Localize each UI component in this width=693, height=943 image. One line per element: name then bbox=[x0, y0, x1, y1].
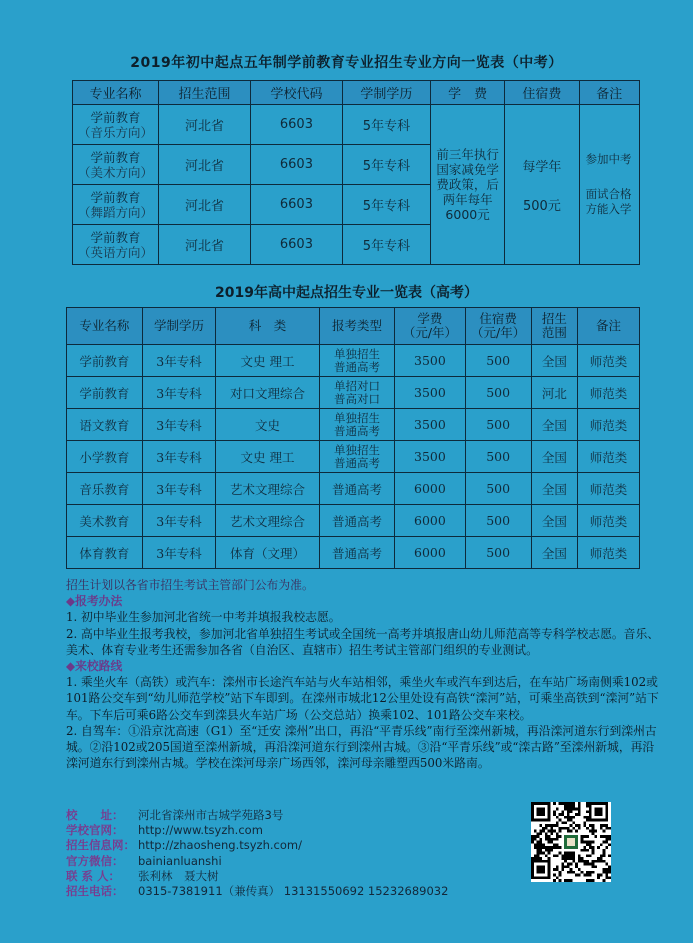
contact-row bbox=[66, 854, 448, 869]
contact-row bbox=[66, 838, 448, 853]
system-cell: 5年专科 bbox=[343, 225, 431, 265]
type-cell: 单招对口 普高对口 bbox=[319, 377, 395, 409]
table2-title: 2019年高中起点招生专业一览表（高考） bbox=[215, 285, 478, 301]
table1-header: 学 费 bbox=[430, 81, 504, 105]
table1-header-row bbox=[73, 81, 640, 105]
scope-cell: 全国 bbox=[531, 409, 577, 441]
major-cell: 音乐教育 bbox=[67, 473, 143, 505]
admission-notes bbox=[66, 577, 666, 771]
lodging-cell: 500 bbox=[465, 441, 531, 473]
scope-cell: 河北省 bbox=[159, 225, 251, 265]
subject-cell: 文史 理工 bbox=[216, 345, 319, 377]
fee-cell: 前三年执行国家减免学费政策，后两年每年6000元 bbox=[430, 105, 504, 265]
table2-header: 备注 bbox=[578, 308, 640, 345]
fee-cell: 3500 bbox=[395, 409, 465, 441]
major-cell: 体育教育 bbox=[67, 537, 143, 569]
subject-cell: 文史 bbox=[216, 409, 319, 441]
major-cell: 美术教育 bbox=[67, 505, 143, 537]
table-row bbox=[67, 537, 640, 569]
subject-cell: 体育（文理） bbox=[216, 537, 319, 569]
subject-cell: 文史 理工 bbox=[216, 441, 319, 473]
code-cell: 6603 bbox=[250, 225, 342, 265]
code-cell: 6603 bbox=[250, 105, 342, 145]
contact-row bbox=[66, 869, 448, 884]
fee-cell: 6000 bbox=[395, 505, 465, 537]
subject-cell: 对口文理综合 bbox=[216, 377, 319, 409]
contact-label: 校 址： bbox=[66, 808, 124, 822]
secondary-admission-table bbox=[72, 80, 640, 265]
lodging-cell: 500 bbox=[465, 473, 531, 505]
table2-header: 学制学历 bbox=[142, 308, 216, 345]
lodging-cell: 500 bbox=[465, 505, 531, 537]
table-row bbox=[67, 409, 640, 441]
contact-row bbox=[66, 808, 448, 823]
contact-label: 招生电话： bbox=[66, 884, 124, 899]
scope-cell: 全国 bbox=[531, 345, 577, 377]
table1-header: 专业名称 bbox=[73, 81, 159, 105]
system-cell: 3年专科 bbox=[142, 505, 216, 537]
code-cell: 6603 bbox=[250, 185, 342, 225]
fee-cell: 3500 bbox=[395, 377, 465, 409]
section-heading: ◆报考办法 bbox=[66, 594, 123, 609]
scope-cell: 河北省 bbox=[159, 105, 251, 145]
major-cell: 学前教育 （英语方向） bbox=[73, 225, 159, 265]
contact-label: 联 系 人： bbox=[66, 868, 121, 883]
notes-paragraph: 1. 乘坐火车（高铁）或汽车：滦州市长途汽车站与火车站相邻，乘坐火车或汽车到达后，在车站广场南侧乘102或101路公交车到“幼儿师范学校”站下车即到。在滦州市城北12公里处设有高铁“滦河”站，可乘坐高铁到“滦河”站下车。下车后可乘6路公交车到滦县火车站广场（公交总站）换乘102、101路公交车来校。 bbox=[66, 675, 659, 722]
system-cell: 3年专科 bbox=[142, 473, 216, 505]
system-cell: 3年专科 bbox=[142, 537, 216, 569]
scope-cell: 全国 bbox=[531, 441, 577, 473]
subject-cell: 艺术文理综合 bbox=[216, 505, 319, 537]
major-cell: 学前教育 （美术方向） bbox=[73, 145, 159, 185]
contact-row bbox=[66, 884, 448, 899]
scope-cell: 全国 bbox=[531, 537, 577, 569]
table2-header: 学费 （元/年） bbox=[395, 308, 465, 345]
high-school-admission-table bbox=[66, 307, 640, 569]
contact-value: 0315-7381911（兼传真） 13131550692 15232689032 bbox=[138, 884, 449, 899]
notes-lead: 招生计划以各省市招生考试主管部门公布为准。 bbox=[66, 578, 314, 592]
major-cell: 语文教育 bbox=[67, 409, 143, 441]
notes-paragraph: 1. 初中毕业生参加河北省统一中考并填报我校志愿。 bbox=[66, 610, 341, 625]
contact-value: bainianluanshi bbox=[138, 853, 222, 868]
major-cell: 学前教育 bbox=[67, 377, 143, 409]
table-row bbox=[67, 473, 640, 505]
table1-header: 学校代码 bbox=[250, 81, 342, 105]
lodging-cell: 每学年 500元 bbox=[505, 105, 579, 265]
type-cell: 单独招生 普通高考 bbox=[319, 345, 395, 377]
table1-header: 招生范围 bbox=[159, 81, 251, 105]
major-cell: 学前教育 （音乐方向） bbox=[73, 105, 159, 145]
scope-cell: 河北 bbox=[531, 377, 577, 409]
fee-cell: 6000 bbox=[395, 537, 465, 569]
table-row bbox=[67, 505, 640, 537]
type-cell: 普通高考 bbox=[319, 473, 395, 505]
system-cell: 5年专科 bbox=[343, 185, 431, 225]
qr-code-icon bbox=[531, 802, 611, 882]
type-cell: 单独招生 普通高考 bbox=[319, 409, 395, 441]
system-cell: 3年专科 bbox=[142, 441, 216, 473]
table1-header: 学制学历 bbox=[343, 81, 431, 105]
table-row bbox=[73, 105, 640, 145]
subject-cell: 艺术文理综合 bbox=[216, 473, 319, 505]
scope-cell: 全国 bbox=[531, 505, 577, 537]
table2-header: 科 类 bbox=[216, 308, 319, 345]
fee-cell: 3500 bbox=[395, 345, 465, 377]
lodging-cell: 500 bbox=[465, 345, 531, 377]
contact-row bbox=[66, 823, 448, 838]
major-cell: 学前教育 （舞蹈方向） bbox=[73, 185, 159, 225]
type-cell: 普通高考 bbox=[319, 537, 395, 569]
system-cell: 3年专科 bbox=[142, 345, 216, 377]
table-row bbox=[67, 345, 640, 377]
note-cell: 参加中考 面试合格方能入学 bbox=[579, 105, 639, 265]
system-cell: 3年专科 bbox=[142, 409, 216, 441]
note-cell: 师范类 bbox=[578, 377, 640, 409]
type-cell: 单独招生 普通高考 bbox=[319, 441, 395, 473]
scope-cell: 河北省 bbox=[159, 145, 251, 185]
notes-paragraph: 2. 高中毕业生报考我校，参加河北省单独招生考试或全国统一高考并填报唐山幼儿师范高等专科学校志愿。音乐、美术、体育专业考生还需参加各省（自治区、直辖市）招生考试主管部门组织的专业测试。 bbox=[66, 626, 660, 657]
table2-header: 报考类型 bbox=[319, 308, 395, 345]
system-cell: 5年专科 bbox=[343, 145, 431, 185]
contact-value: 河北省滦州市古城学苑路3号 bbox=[138, 808, 284, 822]
contact-label: 官方微信： bbox=[66, 853, 124, 868]
table-row bbox=[67, 377, 640, 409]
type-cell: 普通高考 bbox=[319, 505, 395, 537]
note-cell: 师范类 bbox=[578, 537, 640, 569]
table2-header: 专业名称 bbox=[67, 308, 143, 345]
lodging-cell: 500 bbox=[465, 537, 531, 569]
website-link[interactable]: http://www.tsyzh.com bbox=[138, 823, 263, 838]
table1-header: 住宿费 bbox=[505, 81, 579, 105]
scope-cell: 全国 bbox=[531, 473, 577, 505]
fee-cell: 3500 bbox=[395, 441, 465, 473]
table2-header: 招生 范围 bbox=[531, 308, 577, 345]
major-cell: 小学教育 bbox=[67, 441, 143, 473]
lodging-cell: 500 bbox=[465, 409, 531, 441]
table1-title: 2019年初中起点五年制学前教育专业招生专业方向一览表（中考） bbox=[130, 55, 563, 71]
system-cell: 3年专科 bbox=[142, 377, 216, 409]
contact-label: 招生信息网： bbox=[66, 838, 135, 853]
contact-label: 学校官网： bbox=[66, 823, 124, 838]
major-cell: 学前教育 bbox=[67, 345, 143, 377]
notes-paragraph: 2. 自驾车：①沿京沈高速（G1）至“迁安 滦州”出口，再沿“平青乐线”南行至滦州新城，再沿滦河道东行到滦州古城。②沿102或205国道至滦州新城，再沿滦河道东行到滦州古城。③沿“平青乐线”或“滦古路”至滦州新城，再沿滦河道东行到滦州古城。学校在滦河母亲广场西邻，滦河母亲雕塑西500米路南。 bbox=[66, 723, 657, 771]
note-cell: 师范类 bbox=[578, 505, 640, 537]
table2-header-row bbox=[67, 308, 640, 345]
note-cell: 师范类 bbox=[578, 441, 640, 473]
note-cell: 师范类 bbox=[578, 409, 640, 441]
table1-header: 备注 bbox=[579, 81, 639, 105]
scope-cell: 河北省 bbox=[159, 185, 251, 225]
contact-info bbox=[66, 808, 448, 899]
system-cell: 5年专科 bbox=[343, 105, 431, 145]
fee-cell: 6000 bbox=[395, 473, 465, 505]
table-row bbox=[67, 441, 640, 473]
table2-header: 住宿费 （元/年） bbox=[465, 308, 531, 345]
contact-value: 张利林 聂大树 bbox=[138, 868, 219, 883]
note-cell: 师范类 bbox=[578, 473, 640, 505]
section-heading: ◆来校路线 bbox=[66, 659, 123, 674]
admission-site-link[interactable]: http://zhaosheng.tsyzh.com/ bbox=[138, 838, 302, 853]
note-cell: 师范类 bbox=[578, 345, 640, 377]
code-cell: 6603 bbox=[250, 145, 342, 185]
lodging-cell: 500 bbox=[465, 377, 531, 409]
